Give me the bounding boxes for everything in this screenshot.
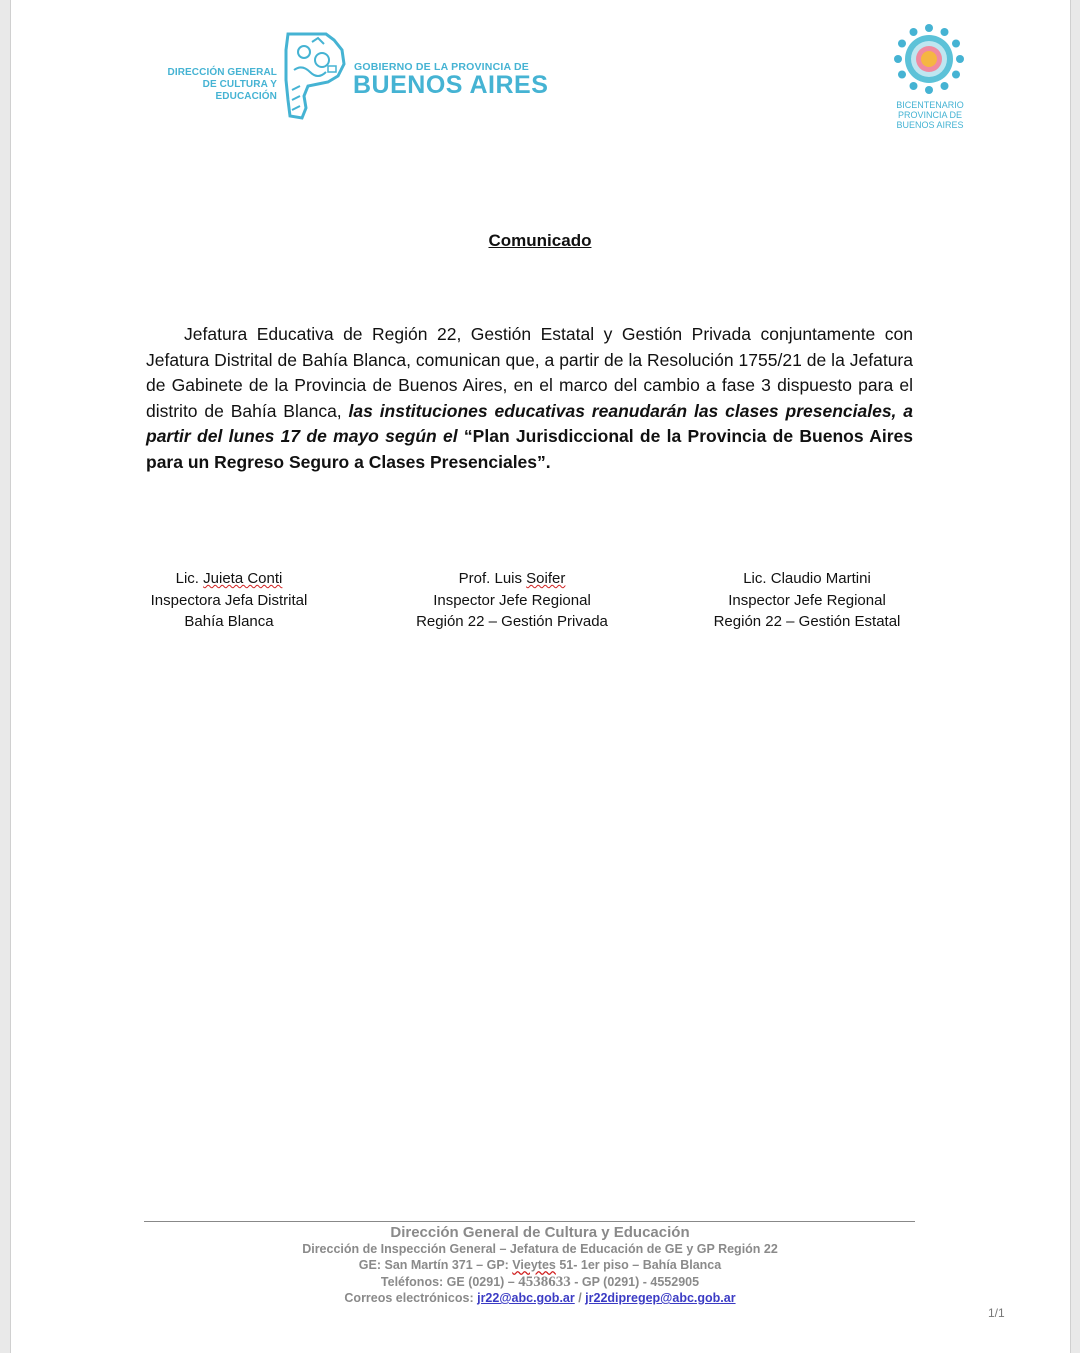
signature-block-3: [667, 568, 947, 633]
signature-block-2: [372, 568, 652, 633]
footer-phones: Teléfonos: GE (0291) – 4538633 - GP (0291) - 4552905: [380, 1274, 700, 1290]
email-link-jr22dipregep[interactable]: jr22dipregep@abc.gob.ar: [585, 1291, 736, 1305]
footer-emails: Correos electrónicos: jr22@abc.gob.ar / jr22dipregep@abc.gob.ar: [344, 1291, 736, 1305]
dgce-line1: DIRECCIÓN GENERAL: [167, 67, 277, 78]
signature-place: Región 22 – Gestión Privada: [416, 613, 608, 630]
bicentenario-flower-icon: [894, 24, 964, 94]
document-page: [10, 0, 1071, 1353]
bicentenario-text: [880, 100, 980, 130]
footer-divider: [144, 1221, 915, 1222]
bicent-line2: PROVINCIA DE: [897, 110, 962, 120]
signature-name: Juieta Conti: [203, 570, 283, 587]
signature-name-line: Lic. Juieta Conti: [175, 570, 283, 587]
dgce-line2: DE CULTURA Y EDUCACIÓN: [202, 79, 277, 102]
body-text-plan: “Plan Jurisdiccional de la Provincia de Buenos Aires para un Regreso Seguro a Clases Presenciales”.: [146, 426, 913, 472]
gob-prov-big: BUENOS AIRES: [353, 71, 549, 99]
footer-org: Dirección General de Cultura y Educación: [390, 1224, 690, 1241]
signature-role: Inspectora Jefa Distrital: [150, 591, 308, 609]
signature-role: Inspector Jefe Regional: [433, 591, 591, 609]
signature-block-1: [89, 568, 369, 633]
signature-place: Bahía Blanca: [184, 613, 274, 630]
bicent-line3: BUENOS AIRES: [896, 120, 964, 130]
document-title: Comunicado: [488, 231, 592, 250]
dgce-logo-text: [140, 67, 277, 103]
body-paragraph: [146, 322, 913, 476]
body-text-part1: Jefatura Educativa de Región 22, Gestión Estatal y Gestión Privada conjuntamente con Jefatura Distrital de Bahía Blanca, comunican que, a partir de la Resolución 1755/21 de la Jefatura de Gabinete de la Provincia de Buenos Aires, en el marco del cambio a fase 3 dispuesto para el distrito de Bahía Blanca,: [146, 324, 913, 421]
footer-address: GE: San Martín 371 – GP: Vieytes 51- 1er piso – Bahía Blanca: [358, 1258, 722, 1272]
signature-place: Región 22 – Gestión Estatal: [713, 613, 901, 630]
signature-name: Claudio Martini: [770, 570, 871, 587]
signature-name: Soifer: [526, 570, 566, 587]
page-number: 1/1: [988, 1306, 1005, 1320]
signature-name-line: Prof. Luis Soifer: [458, 570, 566, 587]
gob-prov-small: GOBIERNO DE LA PROVINCIA DE: [354, 61, 529, 73]
footer-dept: Dirección de Inspección General – Jefatura de Educación de GE y GP Región 22: [302, 1242, 778, 1256]
signature-name-line: Lic. Claudio Martini: [743, 570, 871, 587]
signature-role: Inspector Jefe Regional: [728, 591, 886, 609]
email-link-jr22[interactable]: jr22@abc.gob.ar: [477, 1291, 575, 1305]
province-map-logo-icon: [282, 30, 348, 122]
bicent-line1: BICENTENARIO: [896, 100, 964, 110]
body-text-emphasis: las instituciones educativas reanudarán las clases presenciales, a partir del lunes 17 de mayo según el: [146, 400, 913, 447]
